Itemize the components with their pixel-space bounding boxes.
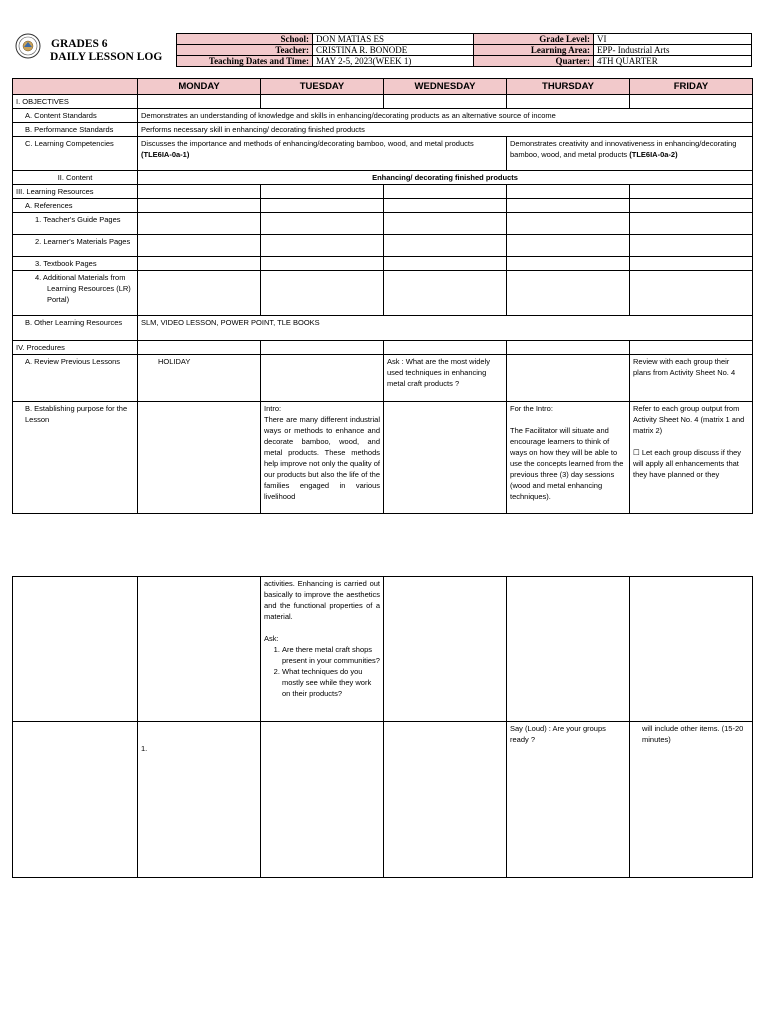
purpose-tuesday-intro: Intro: [264,404,282,413]
continued-question-2: 2. What techniques do you mostly see while they work on their products? [282,666,380,699]
competencies-a-text: Discusses the importance and methods of enhancing/decorating bamboo, wood, and metal products [141,139,474,148]
grade-value: VI [594,34,752,45]
references-label: A. References [13,199,138,213]
content-standards-label: A. Content Standards [13,109,138,123]
area-value: EPP- Industrial Arts [594,45,752,56]
document-title [50,38,162,64]
performance-standards-value: Performs necessary skill in enhancing/ decorating finished products [138,123,753,137]
continued-thursday: Say (Loud) : Are your groups ready ? [507,722,630,878]
continued-tuesday-text: activities. Enhancing is carried out basically to improve the aesthetics and the functional properties of a material. [264,579,380,621]
review-monday: HOLIDAY [138,355,261,402]
procedures-label: IV. Procedures [13,341,138,355]
review-label: A. Review Previous Lessons [13,355,138,402]
competencies-b [507,137,753,171]
area-label: Learning Area: [474,45,594,56]
purpose-friday-text1: Refer to each group output from Activity Sheet No. 4 (matrix 1 and matrix 2) [633,404,745,435]
continued-monday-item: 1. [141,744,148,753]
other-resources-value: SLM, VIDEO LESSON, POWER POINT, TLE BOOKS [138,316,753,341]
grade-label: Grade Level: [474,34,594,45]
school-value: DON MATIAS ES [313,34,474,45]
objectives-label: I. OBJECTIVES [13,95,138,109]
purpose-tuesday [261,402,384,514]
review-wednesday: Ask : What are the most widely used techniques in enhancing metal craft products ? [384,355,507,402]
quarter-value: 4TH QUARTER [594,56,752,67]
continued-tuesday [261,577,384,722]
day-tuesday: TUESDAY [261,79,384,95]
content-standards-value: Demonstrates an understanding of knowledge and skills in enhancing/decorating products as an alternative source of income [138,109,753,123]
additional-materials-label [13,271,138,316]
textbook-label: 3. Textbook Pages [13,257,138,271]
day-wednesday: WEDNESDAY [384,79,507,95]
continued-questions-list [264,644,380,699]
dates-value: MAY 2-5, 2023(WEEK 1) [313,56,474,67]
content-label: II. Content [13,171,138,185]
continued-friday: will include other items. (15-20 minutes) [630,722,753,878]
lesson-log-table [12,78,753,514]
lesson-log-table-continued [12,576,753,878]
purpose-friday-text2 [633,447,749,480]
deped-seal-logo [15,33,41,59]
purpose-label: B. Establishing purpose for the Lesson [13,402,138,514]
learners-materials-label: 2. Learner's Materials Pages [13,235,138,257]
checkbox-bullet-icon: ☐ [633,448,642,457]
resources-label: III. Learning Resources [13,185,138,199]
header-info-table [176,33,752,67]
competencies-a-code: (TLE6IA-0a-1) [141,150,190,159]
school-label: School: [177,34,313,45]
dates-label: Teaching Dates and Time: [177,56,313,67]
purpose-thursday-text: The Facilitator will situate and encourage learners to think of ways on how they will be able to use the concepts learned from the previous three (3) day sessions (wood and metal enhancing techniques). [510,426,624,501]
quarter-label: Quarter: [474,56,594,67]
competencies-b-code: (TLE6IA-0a-2) [629,150,678,159]
review-friday: Review with each group their plans from Activity Sheet No. 4 [630,355,753,402]
purpose-thursday [507,402,630,514]
title-grade: GRADES 6 [51,38,108,50]
day-monday: MONDAY [138,79,261,95]
teacher-label: Teacher: [177,45,313,56]
additional-materials-line2: Learning Resources (LR) Portal) [47,284,131,304]
title-log: DAILY LESSON LOG [50,51,163,63]
performance-standards-label: B. Performance Standards [13,123,138,137]
day-friday: FRIDAY [630,79,753,95]
continued-monday [138,722,261,878]
purpose-friday-text2-body: Let each group discuss if they will apply all enhancements that they have planned or they [633,448,742,479]
content-value: Enhancing/ decorating finished products [138,171,753,185]
teachers-guide-label: 1. Teacher's Guide Pages [13,213,138,235]
purpose-thursday-intro: For the Intro: [510,404,553,413]
teacher-value: CRISTINA R. BONODE [313,45,474,56]
competencies-a [138,137,507,171]
competencies-b-text: Demonstrates creativity and innovativeness in enhancing/decorating bamboo, wood, and metal products [510,139,737,159]
other-resources-label: B. Other Learning Resources [13,316,138,341]
continued-question-1: 1. Are there metal craft shops present in your communities? [282,644,380,666]
additional-materials-line1: 4. Additional Materials from [35,273,126,282]
purpose-friday [630,402,753,514]
competencies-label: C. Learning Competencies [13,137,138,171]
corner-cell [13,79,138,95]
purpose-tuesday-text: There are many different industrial ways or methods to enhance and decorate bamboo, wood, and metal products. These methods help improve not only the quality of our products but also the life of the families engaged in various livelihood [264,415,380,501]
continued-tuesday-ask: Ask: [264,634,279,643]
day-thursday: THURSDAY [507,79,630,95]
